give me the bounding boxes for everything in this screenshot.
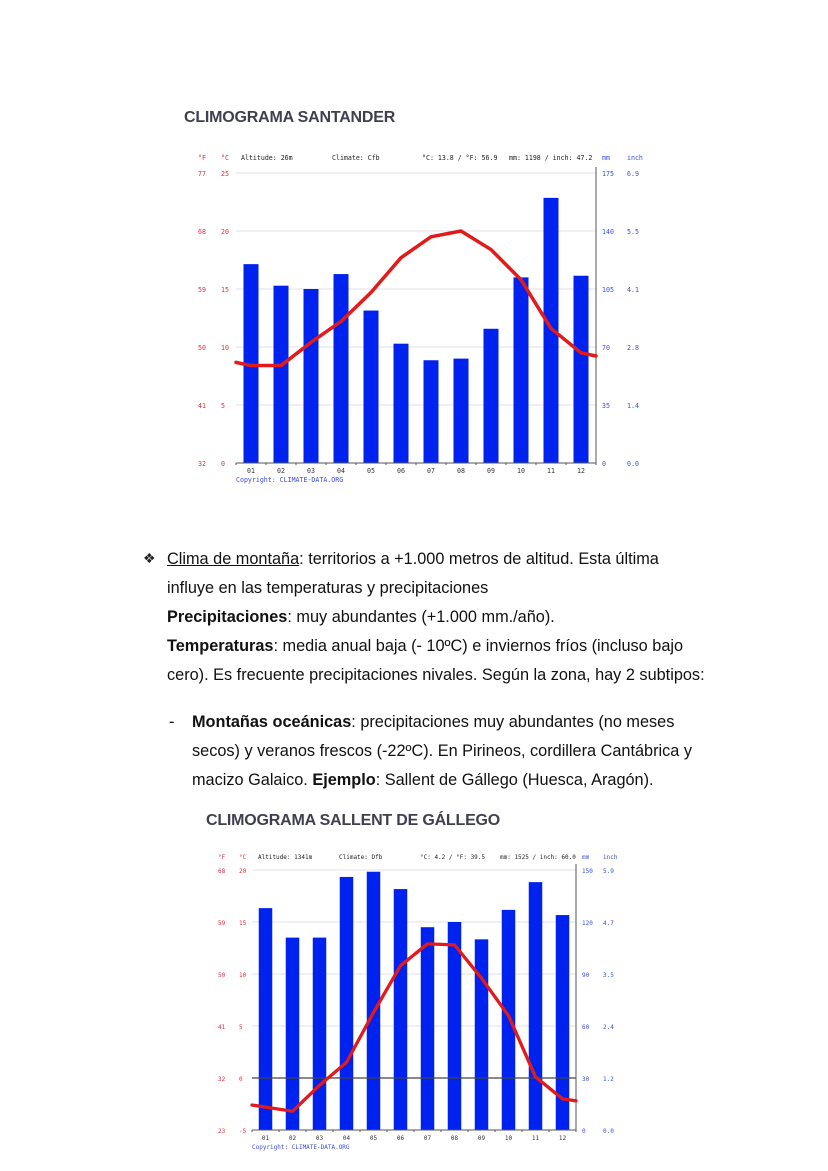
subtype-text3b: : Sallent de Gállego (Huesca, Aragón). [375,771,654,789]
svg-text:1.2: 1.2 [603,1076,614,1083]
svg-text:12: 12 [558,1135,567,1142]
temp-line2: cero). Es frecuente precipitaciones nivales. Según la zona, hay 2 subtipos: [167,666,705,684]
svg-text:Climate: Dfb: Climate: Dfb [339,854,383,861]
svg-text:140: 140 [602,228,614,236]
svg-text:0: 0 [582,1128,586,1135]
svg-text:06: 06 [396,1135,405,1142]
diamond-bullet-icon: ❖ [143,550,156,566]
svg-text:32: 32 [218,1076,226,1083]
svg-text:°F: °F [218,854,226,861]
svg-text:5: 5 [221,402,225,410]
svg-text:0: 0 [602,460,606,468]
svg-text:09: 09 [487,467,495,475]
svg-text:10: 10 [517,467,525,475]
svg-text:Copyright: CLIMATE-DATA.ORG: Copyright: CLIMATE-DATA.ORG [236,476,344,484]
svg-text:50: 50 [218,972,226,979]
subtype-text1: : precipitaciones muy abundantes (no meses [351,713,675,731]
svg-text:°C: 4.2 / °F: 39.5: °C: 4.2 / °F: 39.5 [420,854,486,861]
svg-text:07: 07 [427,467,435,475]
svg-text:6.9: 6.9 [627,170,639,178]
svg-text:60: 60 [582,1024,590,1031]
svg-text:mm: mm [602,154,610,162]
svg-text:50: 50 [198,344,206,352]
svg-text:10: 10 [221,344,229,352]
svg-text:11: 11 [531,1135,540,1142]
svg-text:11: 11 [547,467,555,475]
svg-text:68: 68 [218,868,226,875]
svg-text:5: 5 [239,1024,243,1031]
svg-text:0: 0 [221,460,225,468]
subtype-line3 [192,766,710,795]
svg-text:mm: mm [582,854,590,861]
svg-text:03: 03 [315,1135,324,1142]
svg-text:2.4: 2.4 [603,1024,614,1031]
svg-text:120: 120 [582,920,593,927]
svg-text:05: 05 [367,467,375,475]
svg-text:01: 01 [261,1135,270,1142]
svg-text:10: 10 [504,1135,513,1142]
svg-text:inch: inch [603,854,618,861]
svg-text:02: 02 [288,1135,297,1142]
svg-text:5.5: 5.5 [627,228,639,236]
svg-text:0.0: 0.0 [627,460,639,468]
svg-text:10: 10 [239,972,247,979]
svg-text:3.5: 3.5 [603,972,614,979]
subtype-line1 [192,708,710,737]
svg-text:°C: °C [239,854,247,861]
svg-text:08: 08 [457,467,465,475]
svg-text:°F: °F [198,154,206,162]
climograph-santander [190,150,650,490]
text-line2: influye en las temperaturas y precipitaciones [167,579,489,597]
svg-text:2.8: 2.8 [627,344,639,352]
temp-label: Temperaturas [167,637,274,655]
climograph-sallent [210,848,630,1158]
temp-text: : media anual baja (- 10ºC) e inviernos fríos (incluso bajo [273,637,684,655]
svg-text:68: 68 [198,228,206,236]
svg-text:Climate: Cfb: Climate: Cfb [332,154,380,162]
example-label: Ejemplo [312,771,376,789]
svg-text:25: 25 [221,170,229,178]
subtype-label: Montañas oceánicas [192,713,352,731]
subtype-line2: secos) y veranos frescos (-22ºC). En Pirineos, cordillera Cantábrica y [192,742,692,760]
svg-text:105: 105 [602,286,614,294]
svg-text:mm: 1525 / inch: 60.0: mm: 1525 / inch: 60.0 [500,854,576,861]
svg-text:41: 41 [218,1024,226,1031]
svg-text:09: 09 [477,1135,486,1142]
svg-text:07: 07 [423,1135,432,1142]
svg-text:175: 175 [602,170,614,178]
svg-text:-5: -5 [239,1128,247,1135]
svg-text:mm: 1198 / inch: 47.2: mm: 1198 / inch: 47.2 [509,154,593,162]
svg-text:4.1: 4.1 [627,286,639,294]
heading-clima-de-montana: Clima de montaña [167,550,300,568]
chart-title-santander: CLIMOGRAMA SANTANDER [184,109,396,126]
temp-line [167,632,710,661]
chart-title-sallent: CLIMOGRAMA SALLENT DE GÁLLEGO [206,812,501,829]
svg-text:41: 41 [198,402,206,410]
svg-text:15: 15 [239,920,247,927]
svg-text:02: 02 [277,467,285,475]
svg-text:1.4: 1.4 [627,402,639,410]
svg-text:23: 23 [218,1128,226,1135]
svg-text:Copyright: CLIMATE-DATA.ORG: Copyright: CLIMATE-DATA.ORG [252,1144,350,1151]
paragraph-clima-montana [167,545,710,574]
text-line1: : territorios a +1.000 metros de altitud. Esta última [299,550,659,568]
precip-text: : muy abundantes (+1.000 mm./año). [287,608,555,626]
svg-text:20: 20 [239,868,247,875]
svg-text:5.9: 5.9 [603,868,614,875]
svg-text:30: 30 [582,1076,590,1083]
svg-text:35: 35 [602,402,610,410]
precip-label: Precipitaciones [167,608,288,626]
svg-text:4.7: 4.7 [603,920,614,927]
svg-text:Altitude: 1341m: Altitude: 1341m [258,854,313,861]
svg-text:32: 32 [198,460,206,468]
svg-text:06: 06 [397,467,405,475]
svg-text:0.0: 0.0 [603,1128,614,1135]
svg-text:59: 59 [198,286,206,294]
svg-text:°C: °C [221,154,229,162]
svg-text:°C: 13.8 / °F: 56.9: °C: 13.8 / °F: 56.9 [422,154,498,162]
svg-text:90: 90 [582,972,590,979]
subtype-text3a: macizo Galaico. [192,771,313,789]
svg-text:05: 05 [369,1135,378,1142]
svg-text:0: 0 [239,1076,243,1083]
svg-text:150: 150 [582,868,593,875]
svg-text:04: 04 [337,467,345,475]
svg-text:15: 15 [221,286,229,294]
svg-text:04: 04 [342,1135,351,1142]
svg-text:70: 70 [602,344,610,352]
precip-line [167,603,710,632]
svg-text:12: 12 [577,467,585,475]
svg-text:77: 77 [198,170,206,178]
svg-text:inch: inch [627,154,643,162]
svg-text:01: 01 [247,467,255,475]
svg-text:20: 20 [221,228,229,236]
svg-text:03: 03 [307,467,315,475]
svg-text:Altitude: 26m: Altitude: 26m [241,154,293,162]
svg-text:59: 59 [218,920,226,927]
svg-text:08: 08 [450,1135,459,1142]
dash-bullet: - [169,713,175,731]
